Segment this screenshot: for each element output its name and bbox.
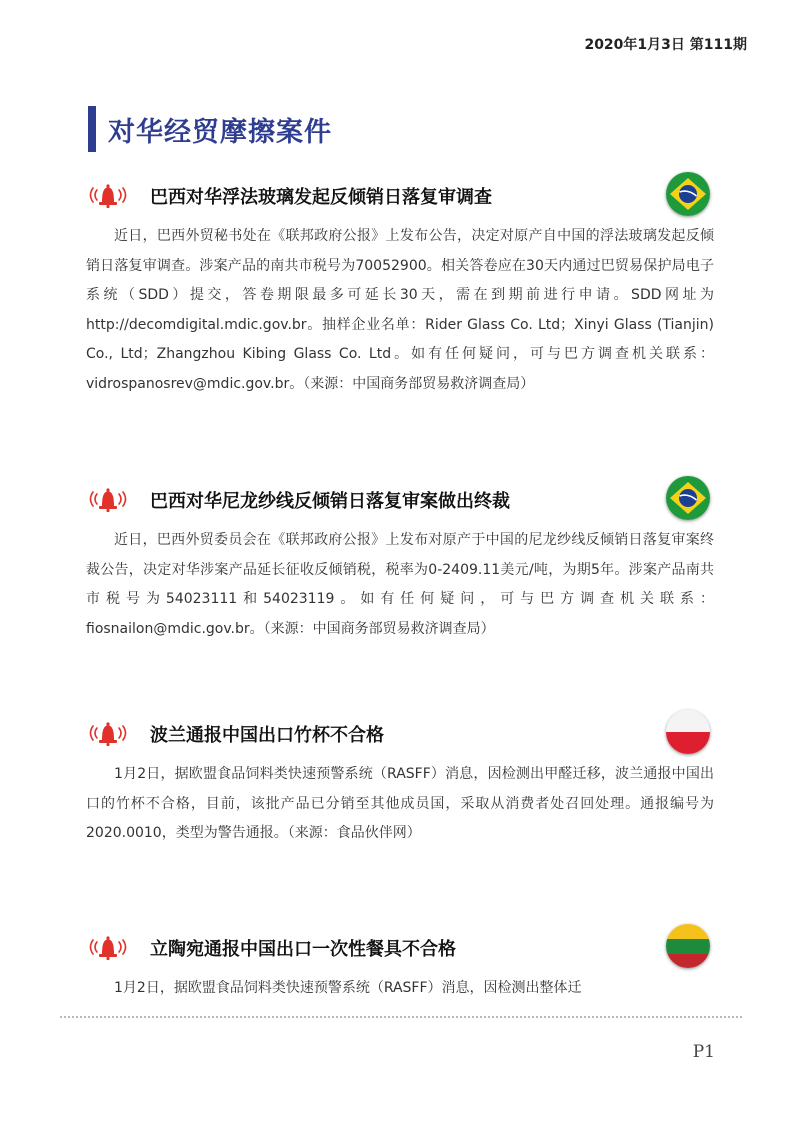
poland-flag-icon [666,710,710,754]
brazil-flag-icon [666,476,710,520]
footer-divider [60,1016,742,1018]
brazil-flag-icon [666,172,710,216]
article-item [86,924,714,1004]
article-header [86,924,714,970]
article-title: 立陶宛通报中国出口一次性餐具不合格 [150,939,456,960]
article-title: 巴西对华尼龙纱线反倾销日落复审案做出终裁 [150,491,510,512]
lithuania-flag-icon [666,924,710,968]
article-item [86,172,714,399]
section-title: 对华经贸摩擦案件 [108,117,332,148]
article-item [86,710,714,849]
alarm-bell-icon [88,933,128,961]
article-body: 1月2日，据欧盟食品饲料类快速预警系统（RASFF）消息，因检测出甲醛迁移，波兰通报中国出口的竹杯不合格，目前，该批产品已分销至其他成员国，采取从消费者处召回处理。通报编号为2020.0010，类型为警告通报。（来源：食品伙伴网） [86,766,714,841]
page-number: P1 [692,1042,715,1062]
article-header [86,172,714,218]
alarm-bell-icon [88,485,128,513]
issue-date: 2020年1月3日 第111期 [584,37,747,53]
article-title: 波兰通报中国出口竹杯不合格 [150,725,384,746]
article-body: 近日，巴西外贸委员会在《联邦政府公报》上发布对原产于中国的尼龙纱线反倾销日落复审案终裁公告，决定对华涉案产品延长征收反倾销税，税率为0-2409.11美元/吨，为期5年。涉案产品南共市税号为54023111和54023119。如有任何疑问，可与巴方调查机关联系：fiosnailon@mdic.gov.br。（来源：中国商务部贸易救济调查局） [86,532,714,637]
article-body: 1月2日，据欧盟食品饲料类快速预警系统（RASFF）消息，因检测出整体迁 [114,980,582,996]
article-title: 巴西对华浮法玻璃发起反倾销日落复审调查 [150,187,492,208]
alarm-bell-icon [88,181,128,209]
alarm-bell-icon [88,719,128,747]
article-header [86,710,714,756]
article-item [86,476,714,644]
section-accent-bar [88,106,96,152]
article-header [86,476,714,522]
article-body: 近日，巴西外贸秘书处在《联邦政府公报》上发布公告，决定对原产自中国的浮法玻璃发起反倾销日落复审调查。涉案产品的南共市税号为70052900。相关答卷应在30天内通过巴贸易保护局电子系统（SDD）提交，答卷期限最多可延长30天，需在到期前进行申请。SDD网址为http://decomdigital.mdic.gov.br。抽样企业名单：Rider Glass Co. Ltd；Xinyi Glass (Tianjin) Co., Ltd；Zhangzhou Kibing Glass Co. Ltd。如有任何疑问，可与巴方调查机关联系：vidrospanosrev@mdic.gov.br。（来源：中国商务部贸易救济调查局） [86,228,714,392]
